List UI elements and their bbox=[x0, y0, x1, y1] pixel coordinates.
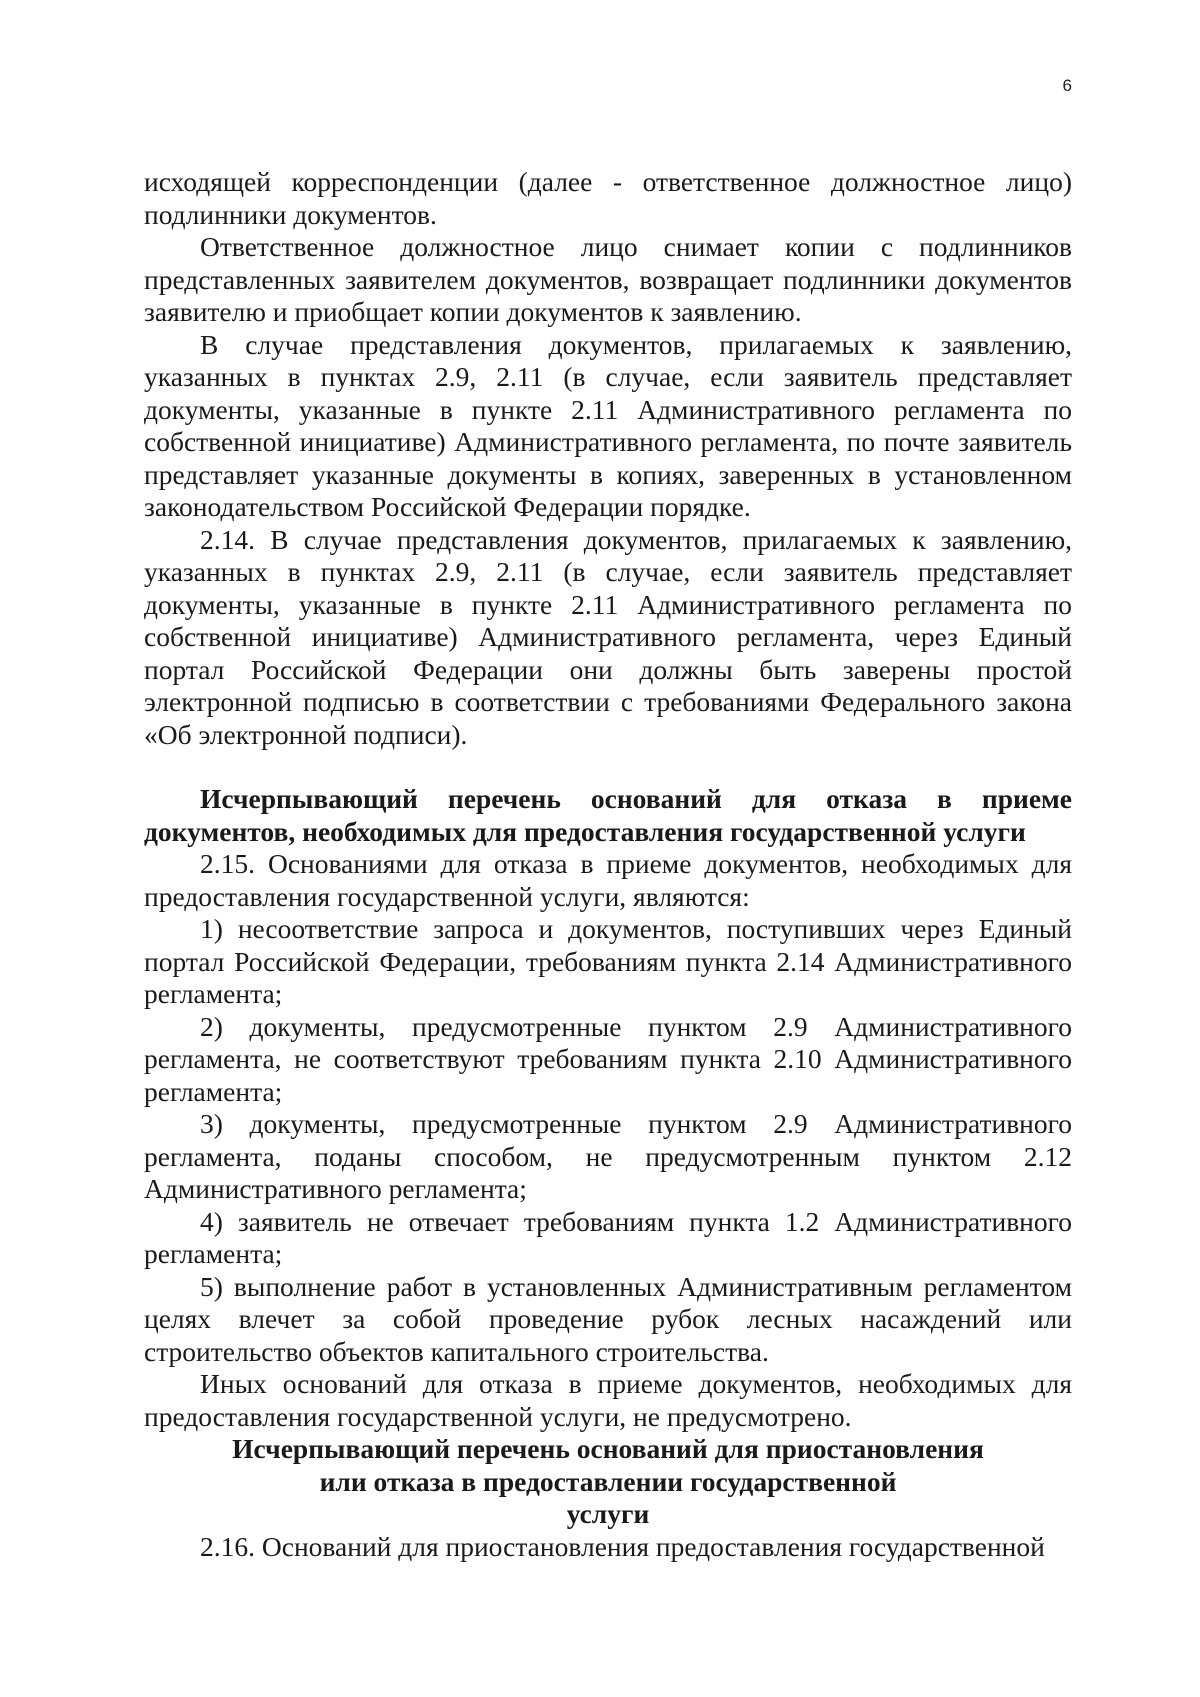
paragraph-2-14: 2.14. В случае представления документов, прилагаемых к заявлению, указанных в пунктах 2.9, 2.11 (в случае, если заявитель представляет документы, указанные в пункте 2.11 Административного регламента по собственной инициативе) Административного регламента, через Единый портал Российской Федерации они должны быть заверены простой электронной подписью в соответствии с требованиями Федерального закона «Об электронной подписи). bbox=[144, 523, 1072, 750]
list-item-3: 3) документы, предусмотренные пунктом 2.9 Административного регламента, поданы способом, не предусмотренным пунктом 2.12 Административного регламента; bbox=[144, 1108, 1072, 1204]
paragraph-2-15: 2.15. Основаниями для отказа в приеме документов, необходимых для предоставления государственной услуги, являются: bbox=[144, 848, 1072, 912]
list-item-4: 4) заявитель не отвечает требованиям пункта 1.2 Административного регламента; bbox=[144, 1205, 1072, 1269]
heading-line-2: или отказа в предоставлении государственной bbox=[319, 1465, 897, 1497]
document-body bbox=[144, 166, 1072, 1563]
list-item-1: 1) несоответствие запроса и документов, поступивших через Единый портал Российской Федерации, требованиям пункта 2.14 Административного регламента; bbox=[144, 913, 1072, 1009]
list-item-5: 5) выполнение работ в установленных Административным регламентом целях влечет за собой проведение рубок лесных насаждений или строительство объектов капитального строительства. bbox=[144, 1270, 1072, 1367]
section-heading-refusal: Исчерпывающий перечень оснований для отказа в приеме документов, необходимых для предоставления государственной услуги bbox=[144, 783, 1072, 847]
paragraph-by-post: В случае представления документов, прилагаемых к заявлению, указанных в пунктах 2.9, 2.11 (в случае, если заявитель представляет документы, указанные в пункте 2.11 Административного регламента по собственной инициативе) Административного регламента, по почте заявитель представляет указанные документы в копиях, заверенных в установленном законодательством Российской Федерации порядке. bbox=[144, 328, 1072, 522]
page-number: 6 bbox=[1062, 76, 1072, 95]
paragraph-copies: Ответственное должностное лицо снимает копии с подлинников представленных заявителем документов, возвращает подлинники документов заявителю и приобщает копии документов к заявлению. bbox=[144, 231, 1072, 327]
paragraph-continuation: исходящей корреспонденции (далее - ответственное должностное лицо) подлинники документов. bbox=[144, 166, 1072, 230]
heading-line-3: услуги bbox=[566, 1498, 650, 1529]
section-heading-suspension bbox=[144, 1433, 1072, 1531]
paragraph-2-16: 2.16. Оснований для приостановления предоставления государственной bbox=[200, 1530, 1045, 1562]
paragraph-no-other-grounds: Иных оснований для отказа в приеме документов, необходимых для предоставления государственной услуги, не предусмотрено. bbox=[144, 1368, 1072, 1432]
heading-line-1: Исчерпывающий перечень оснований для приостановления bbox=[232, 1433, 984, 1464]
list-item-2: 2) документы, предусмотренные пунктом 2.9 Административного регламента, не соответствуют требованиям пункта 2.10 Административного регламента; bbox=[144, 1010, 1072, 1107]
